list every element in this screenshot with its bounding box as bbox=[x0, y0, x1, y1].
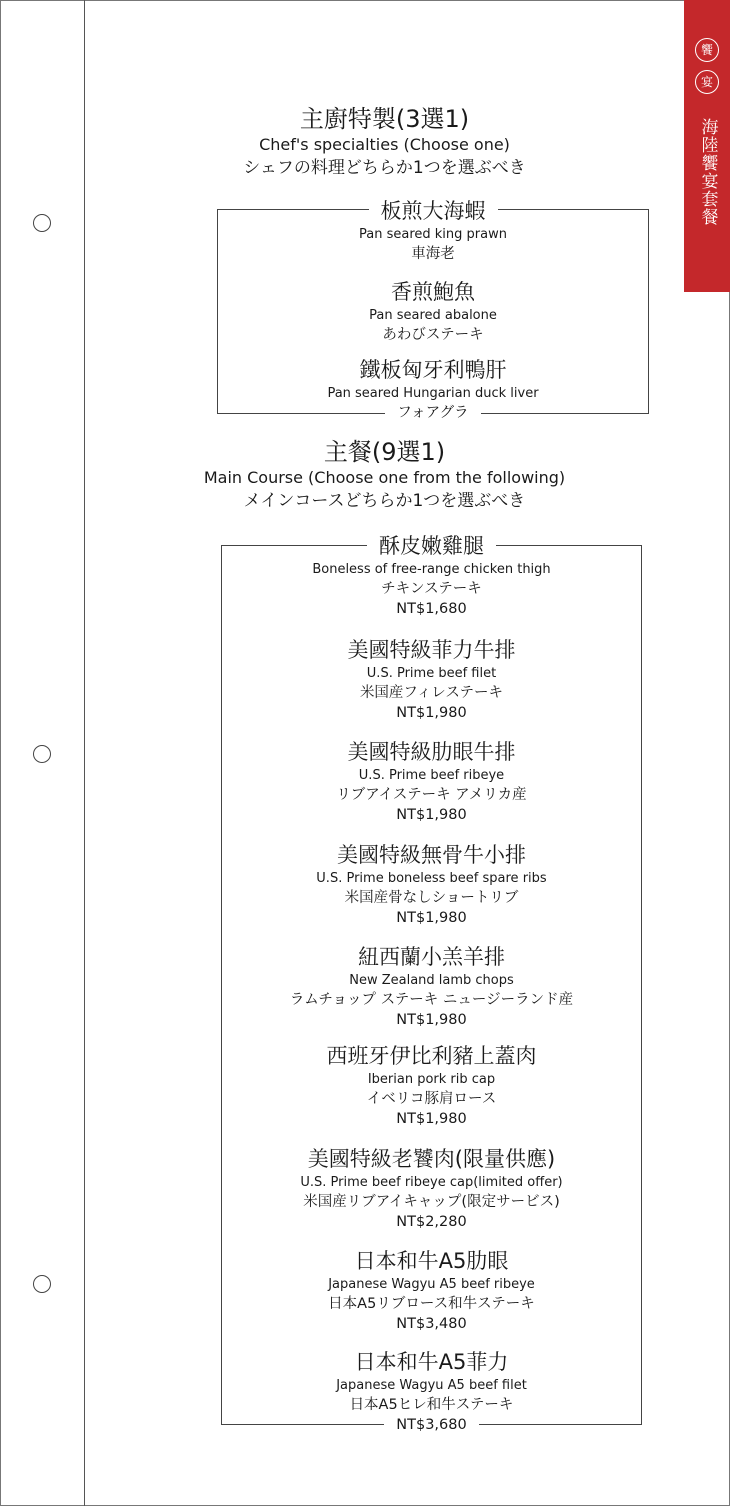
main-item-name-ja: 日本A5リブロース和牛ステーキ bbox=[328, 1296, 535, 1312]
chef-item bbox=[218, 197, 648, 264]
binder-hole-bottom-icon bbox=[33, 1275, 51, 1293]
main-item-price: NT$1,980 bbox=[396, 807, 467, 823]
chef-item-name-zh: 鐵板匈牙利鴨肝 bbox=[359, 358, 507, 382]
main-item-name-ja: ラムチョップ ステーキ ニュージーランド産 bbox=[289, 992, 574, 1008]
seal-icon-top: 饗 bbox=[695, 38, 719, 62]
chef-section-header bbox=[85, 104, 684, 180]
main-item-name-zh: 日本和牛A5菲力 bbox=[354, 1350, 509, 1374]
main-item bbox=[222, 738, 641, 826]
main-item-name-en: U.S. Prime beef ribeye cap(limited offer) bbox=[300, 1175, 563, 1190]
main-item-name-en: Japanese Wagyu A5 beef filet bbox=[336, 1378, 527, 1393]
main-section-title: 主餐(9選1) bbox=[323, 438, 446, 466]
binder-hole-top-icon bbox=[33, 214, 51, 232]
menu-tab-title: 海陸饗宴套餐 bbox=[697, 118, 718, 226]
main-item bbox=[222, 1042, 641, 1130]
main-section-subtitle-en: Main Course (Choose one from the following) bbox=[203, 468, 566, 487]
main-item bbox=[222, 1348, 641, 1436]
main-item-name-zh: 日本和牛A5肋眼 bbox=[354, 1249, 509, 1273]
main-item bbox=[222, 841, 641, 929]
chef-section-subtitle-ja: シェフの料理どちらか1つを選ぶべき bbox=[243, 158, 526, 178]
chef-item-name-en: Pan seared king prawn bbox=[359, 227, 507, 242]
main-item bbox=[222, 636, 641, 724]
main-item-price: NT$2,280 bbox=[396, 1214, 467, 1230]
main-item-name-zh: 美國特級肋眼牛排 bbox=[347, 740, 516, 764]
chef-item-name-en: Pan seared abalone bbox=[369, 308, 497, 323]
binder-hole-middle-icon bbox=[33, 745, 51, 763]
main-item-price: NT$1,980 bbox=[396, 910, 467, 926]
main-item-name-en: U.S. Prime beef ribeye bbox=[358, 768, 505, 783]
main-item-name-ja: 日本A5ヒレ和牛ステーキ bbox=[349, 1397, 514, 1413]
main-section-subtitle-ja: メインコースどちらか1つを選ぶべき bbox=[243, 491, 526, 511]
chef-section-subtitle-en: Chef's specialties (Choose one) bbox=[259, 135, 510, 154]
main-item-name-zh: 西班牙伊比利豬上蓋肉 bbox=[326, 1044, 537, 1068]
main-item-name-en: Boneless of free-range chicken thigh bbox=[312, 562, 551, 577]
main-item-name-ja: イベリコ豚肩ロース bbox=[366, 1091, 497, 1107]
main-item bbox=[222, 1247, 641, 1335]
chef-item-name-zh: 板煎大海蝦 bbox=[369, 199, 498, 223]
main-item-name-ja: チキンステーキ bbox=[381, 581, 482, 597]
menu-tab bbox=[684, 0, 730, 292]
binder-spine-line bbox=[84, 0, 85, 1506]
main-item-name-zh: 酥皮嫩雞腿 bbox=[367, 534, 496, 558]
main-item-name-zh: 美國特級菲力牛排 bbox=[347, 638, 516, 662]
main-item-name-zh: 紐西蘭小羔羊排 bbox=[358, 945, 505, 969]
chef-items-box bbox=[217, 199, 649, 421]
main-item-price: NT$3,480 bbox=[396, 1316, 467, 1332]
main-section-header bbox=[85, 437, 684, 513]
main-item bbox=[222, 943, 641, 1031]
main-item-name-en: U.S. Prime boneless beef spare ribs bbox=[316, 871, 547, 886]
chef-item-name-en: Pan seared Hungarian duck liver bbox=[327, 386, 539, 401]
chef-item-name-ja: フォアグラ bbox=[385, 405, 480, 421]
chef-item bbox=[218, 278, 648, 345]
seal-icon-bottom: 宴 bbox=[695, 70, 719, 94]
main-item-name-ja: 米国産リブアイキャップ(限定サービス) bbox=[303, 1194, 560, 1210]
main-item bbox=[222, 532, 641, 620]
main-item-name-ja: 米国産フィレステーキ bbox=[359, 685, 504, 701]
main-item-name-en: U.S. Prime beef filet bbox=[366, 666, 497, 681]
main-item-name-en: New Zealand lamb chops bbox=[349, 973, 514, 988]
main-item-price: NT$3,680 bbox=[384, 1417, 478, 1433]
main-item-name-en: Iberian pork rib cap bbox=[367, 1072, 496, 1087]
main-item-name-zh: 美國特級無骨牛小排 bbox=[337, 843, 526, 867]
main-item-price: NT$1,980 bbox=[396, 705, 467, 721]
main-item-price: NT$1,980 bbox=[396, 1111, 467, 1127]
main-item-name-ja: 米国産骨なしショートリブ bbox=[344, 890, 519, 906]
chef-item-name-ja: あわびステーキ bbox=[382, 327, 484, 343]
main-item-name-en: Japanese Wagyu A5 beef ribeye bbox=[328, 1277, 535, 1292]
main-item-price: NT$1,680 bbox=[396, 601, 467, 617]
chef-section-title: 主廚特製(3選1) bbox=[299, 105, 470, 133]
main-items-box bbox=[221, 534, 642, 1433]
chef-item-name-ja: 車海老 bbox=[411, 246, 455, 262]
chef-item-name-zh: 香煎鮑魚 bbox=[391, 280, 475, 304]
main-item bbox=[222, 1145, 641, 1233]
chef-item bbox=[218, 356, 648, 423]
main-item-price: NT$1,980 bbox=[396, 1012, 467, 1028]
main-item-name-ja: リブアイステーキ アメリカ産 bbox=[336, 787, 527, 803]
main-item-name-zh: 美國特級老饕肉(限量供應) bbox=[307, 1147, 556, 1171]
